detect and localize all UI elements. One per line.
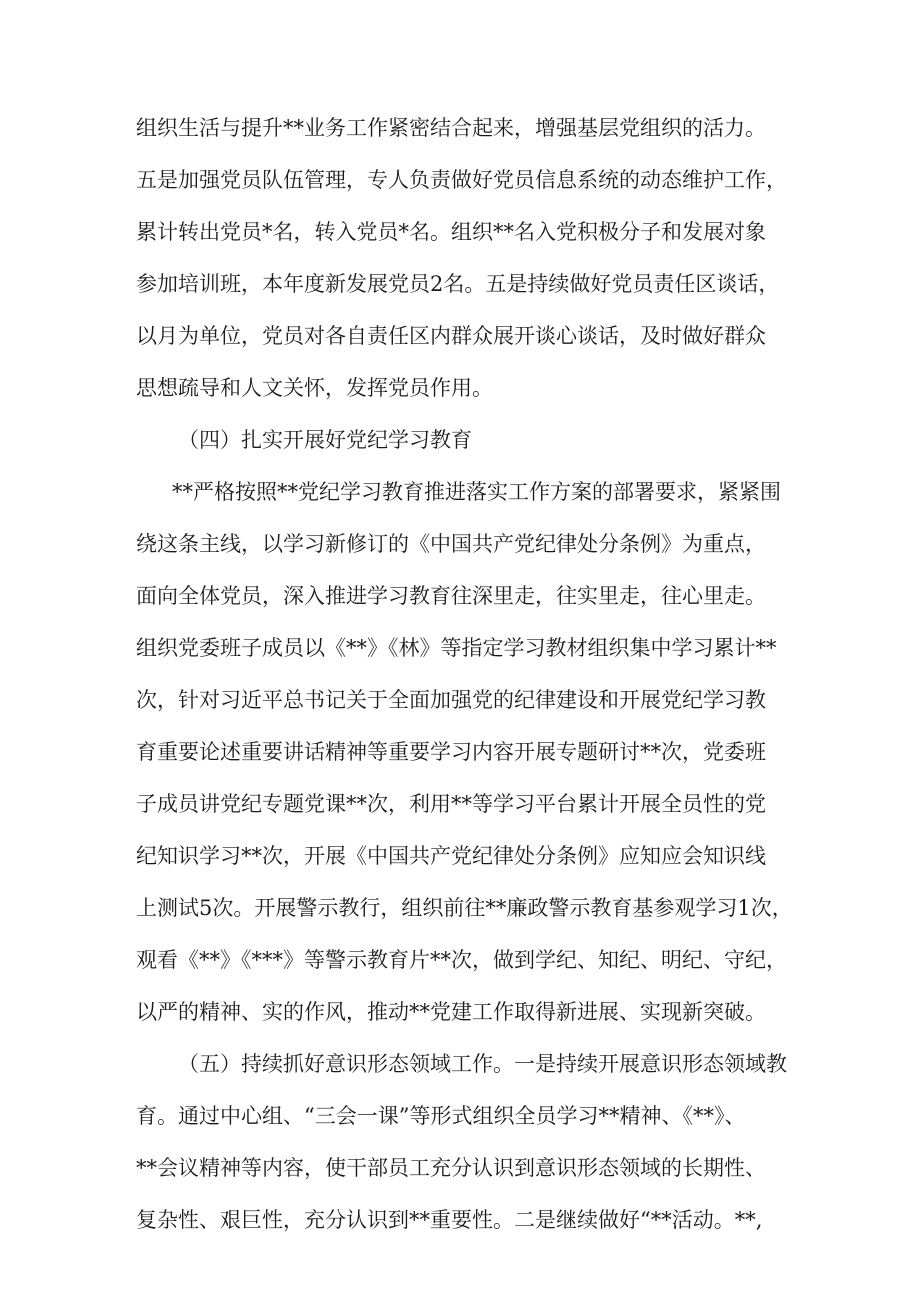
text-line: 上测试5次。开展警示教行，组织前往**廉政警示教育基参观学习1次， xyxy=(136,896,793,920)
text-line: 参加培训班，本年度新发展党员2名。五是持续做好党员责任区谈话， xyxy=(136,272,780,296)
text-line: 子成员讲党纪专题党课**次，利用**等学习平台累计开展全员性的党 xyxy=(136,792,766,816)
section-heading: （五）持续抓好意识形态领域工作。一是持续开展意识形态领域教 xyxy=(178,1052,787,1076)
text-line: 累计转出党员*名，转入党员*名。组织**名入党积极分子和发展对象 xyxy=(136,220,766,244)
text-line: 复杂性、艰巨性，充分认识到**重要性。二是继续做好“**活动。**, xyxy=(136,1208,763,1232)
text-line: **严格按照**党纪学习教育推进落实工作方案的部署要求，紧紧围 xyxy=(172,480,781,504)
text-line: 观看《**》《***》等警示教育片**次，做到学纪、知纪、明纪、守纪， xyxy=(136,948,787,972)
text-line: 思想疏导和人文关怀，发挥党员作用。 xyxy=(136,376,493,400)
text-line: **会议精神等内容，使干部员工充分认识到意识形态领域的长期性、 xyxy=(136,1156,766,1180)
section-heading: （四）扎实开展好党纪学习教育 xyxy=(178,428,472,452)
text-line: 纪知识学习**次，开展《中国共产党纪律处分条例》应知应会知识线 xyxy=(136,844,766,868)
text-line: 次，针对习近平总书记关于全面加强党的纪律建设和开展党纪学习教 xyxy=(136,688,766,712)
text-line: 组织生活与提升**业务工作紧密结合起来，增强基层党组织的活力。 xyxy=(136,116,766,140)
text-line: 以严的精神、实的作风，推动**党建工作取得新进展、实现新突破。 xyxy=(136,1000,766,1024)
text-line: 育。通过中心组、“三会一课”等形式组织全员学习**精神、《**》、 xyxy=(136,1104,746,1128)
text-line: 组织党委班子成员以《**》《林》等指定学习教材组织集中学习累计** xyxy=(136,636,777,660)
text-line: 育重要论述重要讲话精神等重要学习内容开展专题研讨**次，党委班 xyxy=(136,740,766,764)
text-line: 绕这条主线，以学习新修订的《中国共产党纪律处分条例》为重点， xyxy=(136,532,766,556)
text-line: 五是加强党员队伍管理，专人负责做好党员信息系统的动态维护工作， xyxy=(136,168,787,192)
text-line: 面向全体党员，深入推进学习教育往深里走，往实里走，往心里走。 xyxy=(136,584,766,608)
text-line: 以月为单位，党员对各自责任区内群众展开谈心谈话，及时做好群众 xyxy=(136,324,766,348)
